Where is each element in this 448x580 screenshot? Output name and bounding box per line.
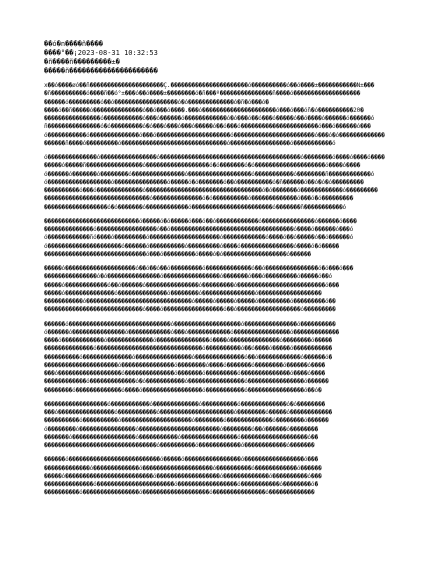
body-text-line: ���������������ó�ó���������������ó����������������ó�������ó���ó���������ó�����ó��ó [44,273,333,281]
body-text-line: ��������ó�������������ó����ó�����������������ó�����������ó����������������ó��ó� [44,386,322,394]
body-text-line: ó�����������ó��������������ó���ó���������������������ó�����������������������ó���ó�ó������������� [44,131,385,139]
body-text-line: x��ó����øó��ñ���������������������Ç.����������������������ó����������ó��ó����±�����������N±��� [44,82,375,89]
body-text-line: ��������������ó������������������������������ó����������ó��ó����ó�����ó����������� [44,345,333,353]
body-text-line: ����������ó��������������ó����������������ó��������������ó��ó������������ó������ó� [44,353,333,361]
body-text-line: ����ó������������ó�������������ó���������������ó����ó��������������ó��������ó����� [44,337,333,344]
body-text-line: ���ó������������������ó��������������ó�������ó���������ó��������������ó����ó���� [44,370,325,377]
body-text-line: ó��������ó����������������ó�����������������������ó��������ó��ó������ó�������� [44,425,318,433]
body-text-line: ó������ó�������ó��������ó���������������ó������������������ó�����������ó��������ñ������������ó [44,170,375,178]
body-text-line: �����ó��������������ó��������������ó��������ó���������������ó������������������ [44,289,322,297]
body-text-line: ó���������������������ó������ó����������ó���������ó����ó���������������ó����ó�ó����� [44,242,340,250]
body-text-line: ó������������������ó���������������ó�����ó�ó�������ó��ó����������ó�ñ������ó��ó�ó�ó��������� [44,178,364,186]
body-text-line: ���ó����������������ó�����������ó���������������������ó��������ó�����ó������������ [44,409,333,416]
body-text-line: �����ó������������ó��ó������ó���������������ó���������ó�������������������������ó��� [44,281,340,289]
body-text-line: �����ó�����ñ����������������ó������������������ó�ó�������ó�ó��������������������ó����ó���� [44,162,361,170]
header-title: ��ó�n����ñ���� [44,40,104,48]
body-text-line: ������ó��������������������������ó�����ó����������������ó�����������������ó��� [44,456,318,464]
body-text-line: ����������ó����������������ó�������������������ó���������������ó������������� [44,489,315,497]
body-text-line: ���������������������ó���������������ó��������ó����ó�������ó��������ó������ó���� [44,361,325,369]
body-text-line: ������ó�����������������������������ó�������������������ó���������������ó���������� [44,320,336,328]
body-text-line: �ñ����������ó����ñ��ó°±���ó��ó����±��������ó�ñ���º���������������ñ����ó������������������� [44,90,361,98]
body-text-line: ������������������������������ó��������������ó�ó����������ó�������������ó���ó�ó��������� [44,195,354,203]
body-text-line: �����ó��������������������ó��ó��ó��ó���������ó�������������ó��ó���������������ó�ó���ó��� [44,265,354,272]
body-text-line: ����������������������������ó����ó�����������������ó��ó������������������ó��������� [44,306,336,314]
body-text-line: ó��������������ó����������������ó����������������������������������������ó��������ó����ó����ó���� [44,154,385,161]
body-text-line: ��������������������������������ó����������ó������������ó������������ó������� [44,442,315,449]
body-text-line: ������������ó�������������ó�ó�����������ó����������������ó����������������ó������ [44,378,329,386]
body-text-line: ����������ó����������ó��������������������ó��������ó�������������ó��������ó������ [44,417,329,425]
body-text-line: ����������ó���ó�������������ó���������������������������������ó�ó�������ó������������ó��������� [44,187,378,194]
body-text-line: ������������������ó�ó�������ó������������ó�����������������������ó�������ñ�����������ó [44,203,347,211]
body-text-line: ó������ó���������������ó������������ó���ó������������ó����������������ó������������� [44,328,340,336]
header-reference: �����ñ��������������������� [44,67,158,75]
body-text-line: �����������ó������������������������������ó�����ó�����ó�����ó���������ó���������ó�� [44,298,336,305]
body-text-line: ó������������ñó����ó���������ó��������������������ó������������ó����ó��ó�����ó��ó������ó [44,234,354,242]
body-text-line: ������ñ����ó���������ó������������������������������ó�����������������ó�����������ó [44,139,336,147]
body-text-line: ñ���������������ó�ó���������ó�ó���ó���ó���ó�����ó��ó���ó����������������������ó���ó������ó��� [44,123,371,131]
body-text-line: ����������������ó�����������ó���ó������ó������������ó�ó���ó��ó���ó�����ó��ó����ó������ó������ó [44,115,375,122]
body-text-line: �������������ó�������������ó��������������������ó����������ó������������ó������ [44,464,322,472]
body-text-line: ��������������ó�����������������ó��ó�����������������������������������ó����ó������ó���ó [44,226,354,233]
body-text-line: ���������������������������ó�����ó�ó�����ó���ó��ó������������ó���������������ó������ó���� [44,217,357,225]
header-subtitle: �ñ����ñ���������±� [44,58,120,66]
body-text-line: �������ó������������������ó�����������ó����������������ó�������������������ó�� [44,433,318,441]
body-text-line: ��������������ó����������������������ó�����������������ó�����������ó��������ó� [44,481,318,488]
document-body [44,82,404,498]
body-text-line: �����ó�������������������������ó������������������ó�������������ó����������ó��� [44,472,322,480]
header-timestamp: ����°��¡2023-08-31 10:32:53 [44,49,158,57]
body-text-line: ����ó��ñ�����ó��������������ó��ó���ó����.���ó���������������������ó���ó���óñ�ó����������20� [44,106,364,114]
body-text-line: ������ó���������ó��ó������������������ó�ó�������������ó�ñ�ó���ó� [44,98,269,106]
body-text-line: ������������������ó�����������ó�������������ó����������ó�������������ó�ó�������� [44,400,325,408]
body-text-line: �����������������������������ó���ó���������ó����ó�ó������������������ó������ [44,250,311,258]
